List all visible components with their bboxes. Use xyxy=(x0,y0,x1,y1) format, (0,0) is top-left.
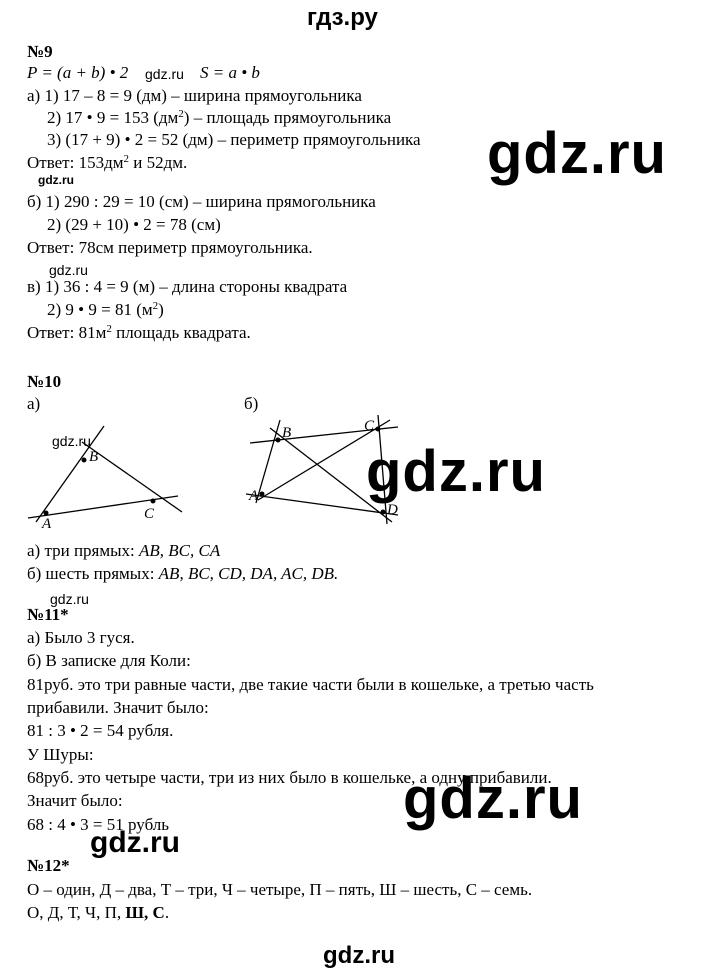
watermark-large: gdz.ru xyxy=(487,121,667,186)
watermark-small: gdz.ru xyxy=(38,173,74,187)
point-a xyxy=(260,492,265,497)
task-9a-step3: 3) (17 + 9) • 2 = 52 (дм) – периметр прямоугольника xyxy=(47,130,421,149)
task-11-line: У Шуры: xyxy=(27,745,94,764)
figure-a-label: а) xyxy=(27,394,41,413)
task-9b-step2: 2) (29 + 10) • 2 = 78 (см) xyxy=(47,215,221,234)
task-9a-answer: Ответ: $153дм^2$ и 52дм. xyxy=(27,153,188,172)
task-11-line: 68руб. это четыре части, три из них было в кошельке, а одну прибавили. xyxy=(27,768,552,787)
task-11-line: Значит было: xyxy=(27,791,123,810)
point-label: B xyxy=(89,449,99,465)
watermark-small: gdz.ru xyxy=(52,433,91,449)
watermark-large: gdz.ru xyxy=(366,439,546,504)
task-11-line: 81руб. это три равные части, две такие части были в кошельке, а третью часть xyxy=(27,675,594,694)
task-9a-step1: а) 1) 17 – 8 = 9 (дм) – ширина прямоугольника xyxy=(27,86,362,105)
task-9-title: №9 xyxy=(27,42,53,61)
point-label: A xyxy=(249,488,259,504)
task-12-title: №12* xyxy=(27,856,70,875)
point-b xyxy=(276,438,281,443)
watermark-small: gdz.ru xyxy=(145,66,184,82)
task-10b-answer: б) шесть прямых: AB, BC, CD, DA, AC, DB. xyxy=(27,564,339,583)
line-ca xyxy=(36,426,104,522)
task-11-title: №11* xyxy=(27,605,69,624)
task-11-line: прибавили. Значит было: xyxy=(27,698,209,717)
task-11-line: б) В записке для Коли: xyxy=(27,651,191,670)
formula-perimeter: P = (a + b) • 2 xyxy=(27,63,129,82)
task-10-title: №10 xyxy=(27,372,62,391)
task-9v-step2: 2) 9 • 9 = 81 $(м^2)$ xyxy=(47,300,164,319)
task-9v-answer: Ответ: $81м^2$ площадь квадрата. xyxy=(27,323,251,342)
task-9v-step1: в) 1) 36 : 4 = 9 (м) – длина стороны квадрата xyxy=(27,277,348,296)
watermark-small: gdz.ru xyxy=(50,591,89,607)
line-ac xyxy=(28,496,178,518)
task-11-line: а) Было 3 гуся. xyxy=(27,628,135,647)
point-label: C xyxy=(144,506,155,522)
watermark-small: gdz.ru xyxy=(49,262,88,278)
point-label: B xyxy=(282,425,292,441)
point-b xyxy=(82,458,87,463)
site-footer: gdz.ru xyxy=(323,942,395,969)
figure-b-label: б) xyxy=(244,394,259,413)
point-label: A xyxy=(42,516,52,532)
watermark-medium: gdz.ru xyxy=(90,826,180,859)
point-label: D xyxy=(387,502,398,518)
task-11-line: 68 : 4 • 3 = 51 рубль xyxy=(27,815,170,834)
task-9a-step2: 2) 17 • 9 = 153 $(дм^2)$ – площадь прямоугольника xyxy=(47,108,392,127)
task-9b-answer: Ответ: 78см периметр прямоугольника. xyxy=(27,238,313,257)
point-c xyxy=(376,427,381,432)
point-d xyxy=(381,510,386,515)
task-10a-answer: а) три прямых: AB, BC, CA xyxy=(27,541,221,560)
task-12-line: О, Д, Т, Ч, П, Ш, С. xyxy=(27,903,170,922)
task-11-line: 81 : 3 • 2 = 54 рубля. xyxy=(27,721,174,740)
task-9b-step1: б) 1) 290 : 29 = 10 (см) – ширина прямогольника xyxy=(27,192,376,211)
point-label: C xyxy=(364,418,375,434)
task-12-line: О – один, Д – два, Т – три, Ч – четыре, П – пять, Ш – шесть, С – семь. xyxy=(27,880,533,899)
site-header: гдз.ру xyxy=(307,4,378,31)
point-a xyxy=(44,511,49,516)
figure-a xyxy=(28,426,182,522)
formula-area: S = a • b xyxy=(200,63,260,82)
point-c xyxy=(151,499,156,504)
watermark-large: gdz.ru xyxy=(403,766,583,831)
figure-a-points xyxy=(44,458,156,516)
